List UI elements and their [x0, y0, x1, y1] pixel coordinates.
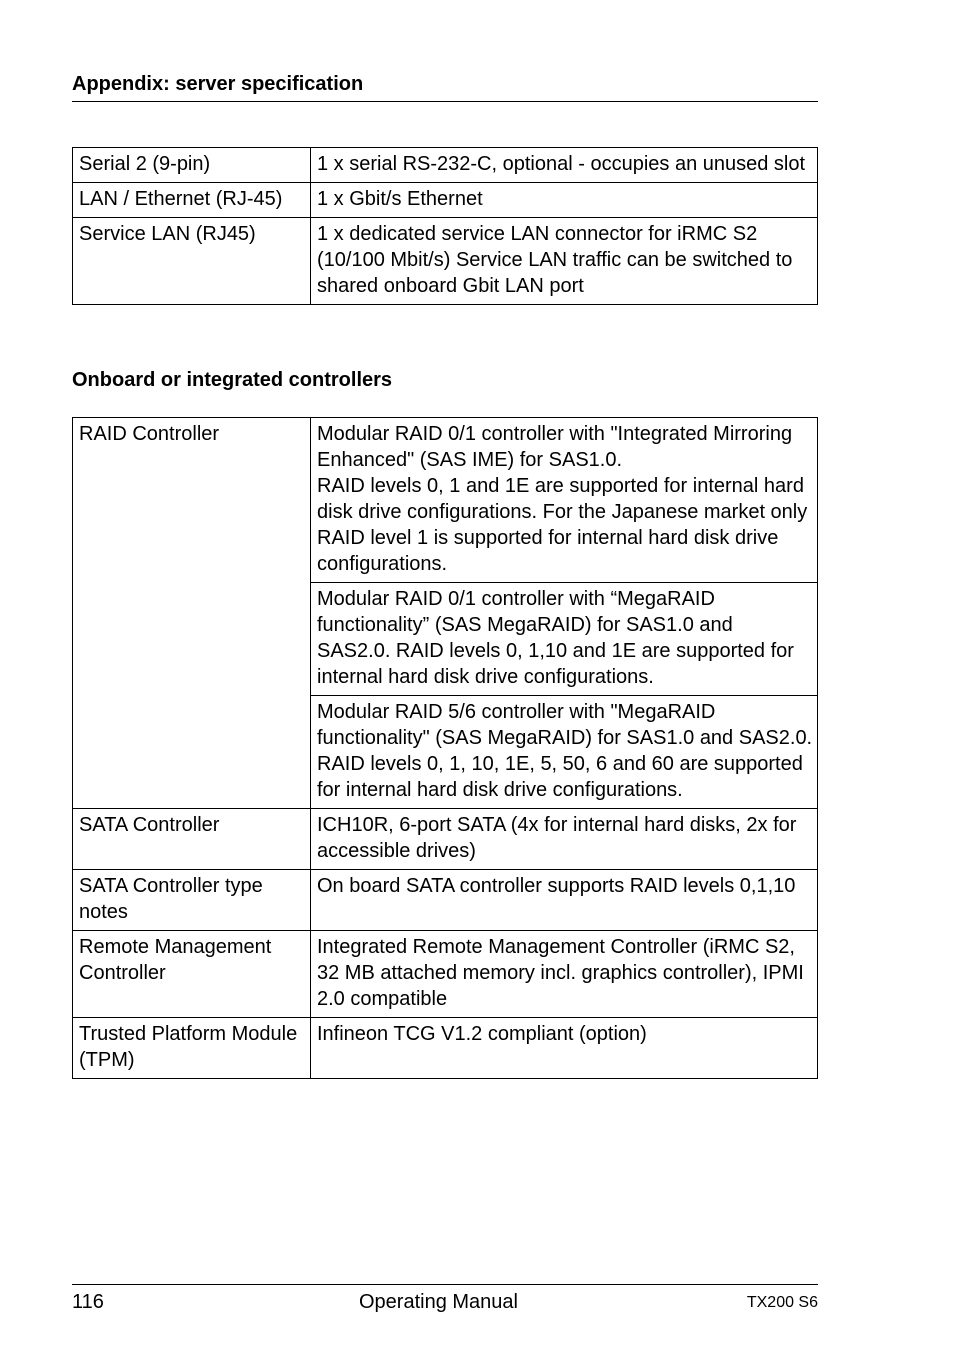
- raid-option-text-line-2: RAID levels 0, 1 and 1E are supported for internal hard disk drive configurations. For the Japanese market only RAID level 1 is supported for internal hard disk drive configurations.: [317, 475, 808, 575]
- raid-option-text-line-1: Modular RAID 0/1 controller with "Integrated Mirroring Enhanced" (SAS IME) for SAS1.0.: [317, 423, 793, 471]
- controllers-spec-table: [72, 417, 818, 1079]
- spec-value: 1 x serial RS-232-C, optional - occupies an unused slot: [311, 148, 818, 183]
- spec-value: [311, 418, 818, 583]
- table-row: [73, 218, 818, 305]
- spec-value: On board SATA controller supports RAID levels 0,1,10: [311, 870, 818, 931]
- spec-value: 1 x dedicated service LAN connector for iRMC S2 (10/100 Mbit/s) Service LAN traffic can be switched to shared onboard Gbit LAN port: [311, 218, 818, 305]
- spec-label: SATA Controller type notes: [73, 870, 311, 931]
- model-name: TX200 S6: [746, 1294, 818, 1311]
- footer-divider: [72, 1284, 818, 1285]
- spec-label: SATA Controller: [73, 809, 311, 870]
- spec-label: Serial 2 (9-pin): [73, 148, 311, 183]
- interfaces-spec-table: [72, 147, 818, 305]
- table-row: [73, 418, 818, 583]
- section-heading: Onboard or integrated controllers: [72, 369, 393, 391]
- header-divider: [72, 101, 818, 102]
- table-row: [73, 809, 818, 870]
- spec-label: LAN / Ethernet (RJ-45): [73, 183, 311, 218]
- table-row: [73, 1018, 818, 1079]
- manual-title: Operating Manual: [359, 1291, 518, 1313]
- spec-value: ICH10R, 6-port SATA (4x for internal hard disks, 2x for accessible drives): [311, 809, 818, 870]
- spec-value: Integrated Remote Management Controller (iRMC S2, 32 MB attached memory incl. graphics controller), IPMI 2.0 compatible: [311, 931, 818, 1018]
- spec-value: Modular RAID 0/1 controller with “MegaRAID functionality” (SAS MegaRAID) for SAS1.0 and SAS2.0. RAID levels 0, 1,10 and 1E are supported for internal hard disk drive configurations.: [311, 583, 818, 696]
- spec-label: Service LAN (RJ45): [73, 218, 311, 305]
- table-row: [73, 931, 818, 1018]
- spec-value: 1 x Gbit/s Ethernet: [311, 183, 818, 218]
- spec-label: Trusted Platform Module (TPM): [73, 1018, 311, 1079]
- spec-label: RAID Controller: [73, 418, 311, 809]
- spec-label: Remote Management Controller: [73, 931, 311, 1018]
- table-row: [73, 148, 818, 183]
- spec-value: Modular RAID 5/6 controller with "MegaRAID functionality" (SAS MegaRAID) for SAS1.0 and SAS2.0. RAID levels 0, 1, 10, 1E, 5, 50, 6 and 60 are supported for internal hard disk drive configurations.: [311, 696, 818, 809]
- table-row: [73, 183, 818, 218]
- spec-value: Infineon TCG V1.2 compliant (option): [311, 1018, 818, 1079]
- page-number: 116: [72, 1291, 104, 1313]
- table-row: [73, 870, 818, 931]
- page-header-title: Appendix: server specification: [72, 73, 364, 95]
